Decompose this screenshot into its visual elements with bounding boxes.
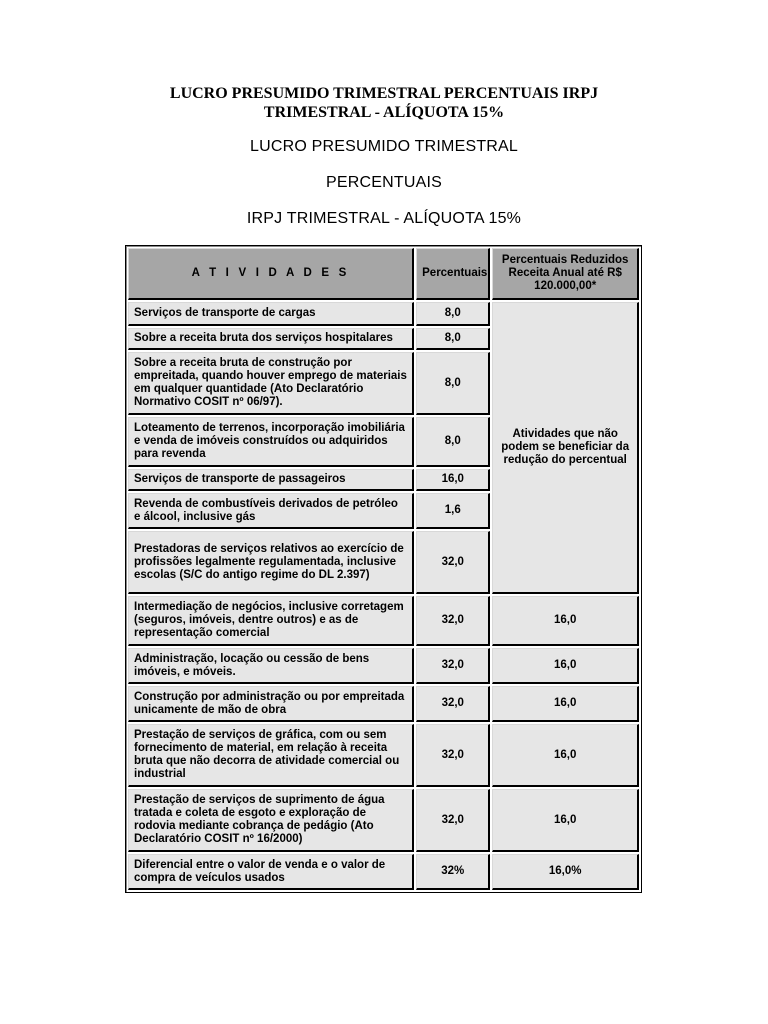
header-activities: A T I V I D A D E S [128, 248, 414, 300]
table-row [128, 302, 639, 326]
table-row [128, 648, 639, 684]
table-row [128, 724, 639, 787]
activity-cell: Intermediação de negócios, inclusive corretagem (seguros, imóveis, dentre outros) e as de representação comercial [128, 596, 414, 646]
rates-table-container [125, 245, 642, 893]
rates-table [125, 245, 642, 893]
reduced-cell: 16,0 [492, 596, 639, 646]
table-row [128, 686, 639, 722]
activity-cell: Prestação de serviços de suprimento de água tratada e coleta de esgoto e exploração de rodovia mediante cobrança de pedágio (Ato Declaratório COSIT nº 16/2000) [128, 789, 414, 852]
activity-cell: Revenda de combustíveis derivados de petróleo e álcool, inclusive gás [128, 493, 414, 529]
table-row [128, 789, 639, 852]
activity-cell: Sobre a receita bruta dos serviços hospitalares [128, 328, 414, 350]
activity-cell: Serviços de transporte de passageiros [128, 469, 414, 491]
activity-cell: Sobre a receita bruta de construção por empreitada, quando houver emprego de materiais em qualquer quantidade (Ato Declaratório Normativo COSIT nº 06/97). [128, 352, 414, 415]
heading-irpj-aliquota: IRPJ TRIMESTRAL - ALÍQUOTA 15% [246, 210, 522, 227]
header-percent: Percentuais [416, 248, 490, 300]
reduced-cell: 16,0 [492, 648, 639, 684]
merged-note-cell: Atividades que não podem se beneficiar da redução do percentual [492, 302, 639, 594]
header-reduced: Percentuais Reduzidos Receita Anual até R$ 120.000,00* [492, 248, 639, 300]
table-header-row [128, 248, 639, 300]
document-title-line-2: TRIMESTRAL - ALÍQUOTA 15% [263, 104, 505, 121]
percent-cell: 8,0 [416, 417, 490, 467]
percent-cell: 16,0 [416, 469, 490, 491]
reduced-cell: 16,0% [492, 854, 639, 890]
activity-cell: Loteamento de terrenos, incorporação imobiliária e venda de imóveis construídos ou adquiridos para revenda [128, 417, 414, 467]
activity-cell: Diferencial entre o valor de venda e o valor de compra de veículos usados [128, 854, 414, 890]
percent-cell: 1,6 [416, 493, 490, 529]
activity-cell: Construção por administração ou por empreitada unicamente de mão de obra [128, 686, 414, 722]
percent-cell: 32,0 [416, 648, 490, 684]
reduced-cell: 16,0 [492, 686, 639, 722]
percent-cell: 32,0 [416, 686, 490, 722]
percent-cell: 32% [416, 854, 490, 890]
percent-cell: 8,0 [416, 352, 490, 415]
table-row [128, 854, 639, 890]
activity-cell: Administração, locação ou cessão de bens imóveis, e móveis. [128, 648, 414, 684]
percent-cell: 8,0 [416, 302, 490, 326]
percent-cell: 8,0 [416, 328, 490, 350]
heading-lucro-presumido: LUCRO PRESUMIDO TRIMESTRAL [249, 138, 519, 155]
document-title-line-1: LUCRO PRESUMIDO TRIMESTRAL PERCENTUAIS IRPJ [169, 85, 599, 102]
reduced-cell: 16,0 [492, 789, 639, 852]
activity-cell: Prestadoras de serviços relativos ao exercício de profissões legalmente regulamentada, inclusive escolas (S/C do antigo regime do DL 2.397) [128, 531, 414, 594]
activity-cell: Prestação de serviços de gráfica, com ou sem fornecimento de material, em relação à receita bruta que não decorra de atividade comercial ou industrial [128, 724, 414, 787]
reduced-cell: 16,0 [492, 724, 639, 787]
percent-cell: 32,0 [416, 789, 490, 852]
table-row [128, 596, 639, 646]
percent-cell: 32,0 [416, 724, 490, 787]
percent-cell: 32,0 [416, 596, 490, 646]
activity-cell: Serviços de transporte de cargas [128, 302, 414, 326]
document-title [0, 84, 768, 122]
percent-cell: 32,0 [416, 531, 490, 594]
heading-percentuais: PERCENTUAIS [326, 174, 442, 191]
